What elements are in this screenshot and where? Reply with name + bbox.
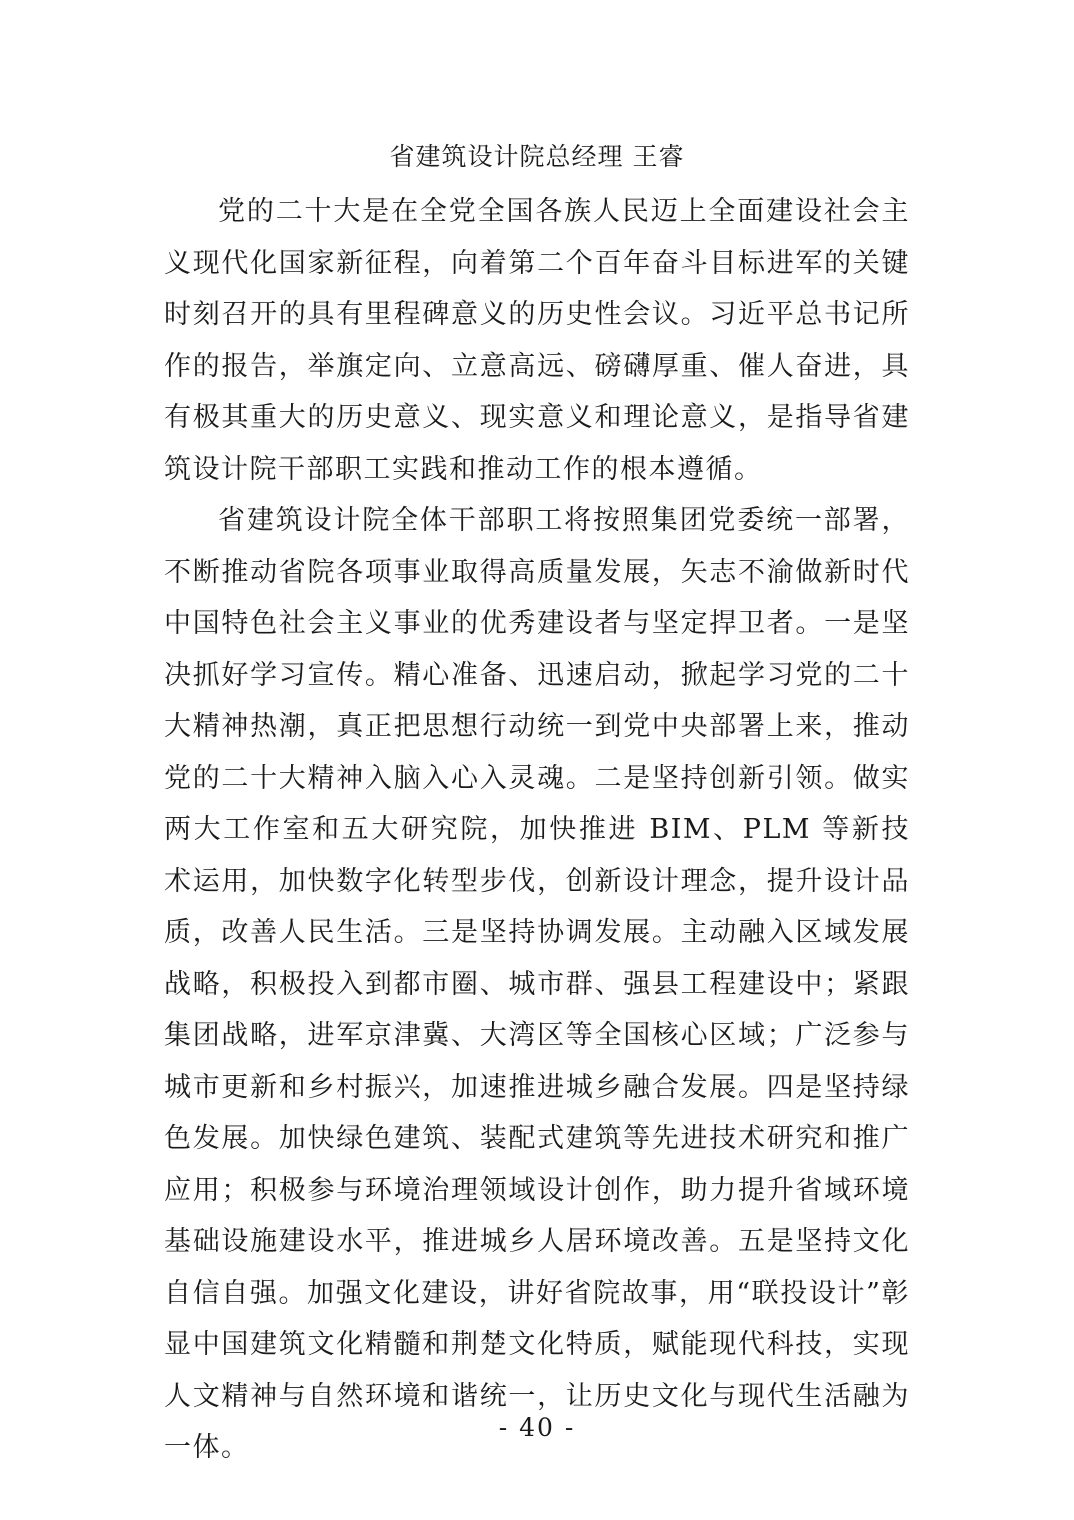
article-title: 省建筑设计院总经理 王睿 — [389, 142, 685, 171]
article-body — [164, 186, 910, 1474]
paragraph-1: 党的二十大是在全党全国各族人民迈上全面建设社会主义现代化国家新征程，向着第二个百年奋斗目标进军的关键时刻召开的具有里程碑意义的历史性会议。习近平总书记所作的报告，举旗定向、立意高远、磅礴厚重、催人奋进，具有极其重大的历史意义、现实意义和理论意义，是指导省建筑设计院干部职工实践和推动工作的根本遵循。 — [164, 196, 910, 485]
paragraph-2: 省建筑设计院全体干部职工将按照集团党委统一部署，不断推动省院各项事业取得高质量发展，矢志不渝做新时代中国特色社会主义事业的优秀建设者与坚定捍卫者。一是坚决抓好学习宣传。精心准备、迅速启动，掀起学习党的二十大精神热潮，真正把思想行动统一到党中央部署上来，推动党的二十大精神入脑入心入灵魂。二是坚持创新引领。做实两大工作室和五大研究院，加快推进 BIM、PLM 等新技术运用，加快数字化转型步伐，创新设计理念，提升设计品质，改善人民生活。三是坚持协调发展。主动融入区域发展战略，积极投入到都市圈、城市群、强县工程建设中；紧跟集团战略，进军京津冀、大湾区等全国核心区域；广泛参与城市更新和乡村振兴，加速推进城乡融合发展。四是坚持绿色发展。加快绿色建筑、装配式建筑等先进技术研究和推广应用；积极参与环境治理领域设计创作，助力提升省域环境基础设施建设水平，推进城乡人居环境改善。五是坚持文化自信自强。加强文化建设，讲好省院故事，用“联投设计”彰显中国建筑文化精髓和荆楚文化特质，赋能现代科技，实现人文精神与自然环境和谐统一，让历史文化与现代生活融为一体。 — [164, 505, 910, 1463]
page-number: - 40 - — [498, 1413, 576, 1442]
